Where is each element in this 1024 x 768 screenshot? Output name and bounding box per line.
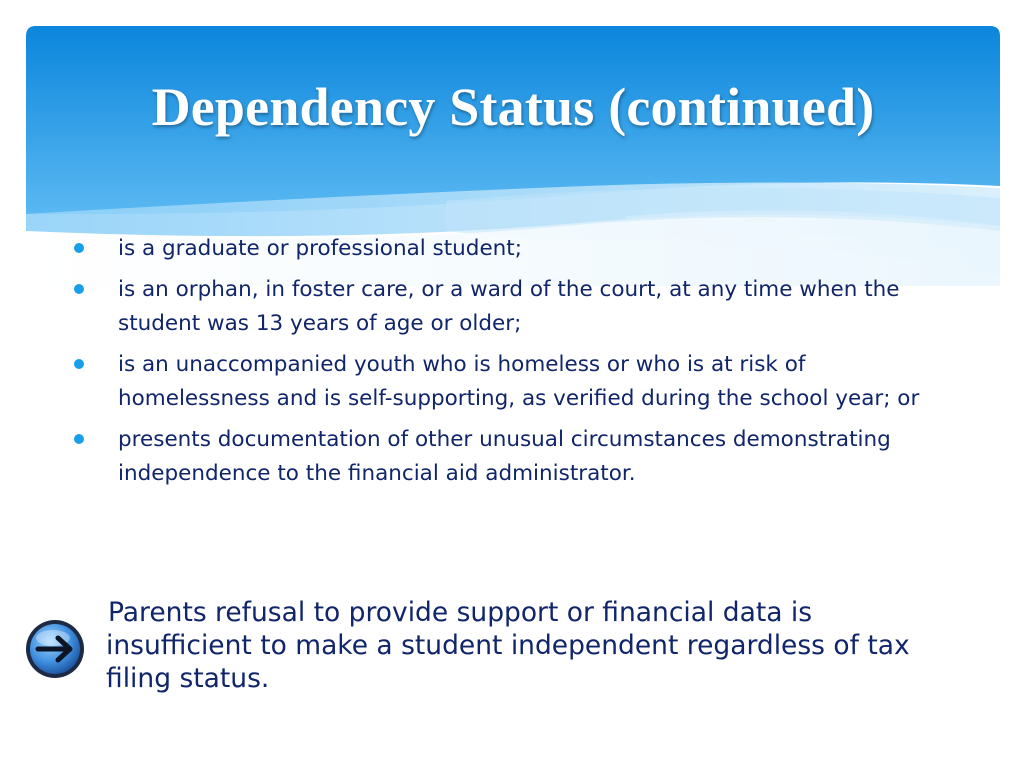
bullet-dot-icon (74, 243, 84, 253)
bullet-text: is a graduate or professional student; (118, 236, 522, 261)
arrow-right-icon[interactable] (24, 618, 86, 680)
bullet-dot-icon (74, 434, 84, 444)
bullet-item (70, 273, 950, 341)
bullet-list (70, 232, 950, 498)
bullet-item (70, 348, 950, 416)
bullet-text: is an orphan, in foster care, or a ward of the court, at any time when the student was 13 years of age or older; (118, 277, 900, 336)
bullet-text: is an unaccompanied youth who is homeless or who is at risk of homelessness and is self-supporting, as verified during the school year; or (118, 352, 920, 411)
bullet-dot-icon (74, 359, 84, 369)
slide-title: Dependency Status (continued) (151, 77, 875, 137)
note-text: Parents refusal to provide support or financial data is insufficient to make a student independent regardless of tax filing status. (106, 597, 910, 694)
bullet-item (70, 423, 950, 491)
bullet-text: presents documentation of other unusual circumstances demonstrating independence to the financial aid administrator. (118, 427, 891, 486)
bullet-item (70, 232, 950, 266)
bullet-dot-icon (74, 284, 84, 294)
